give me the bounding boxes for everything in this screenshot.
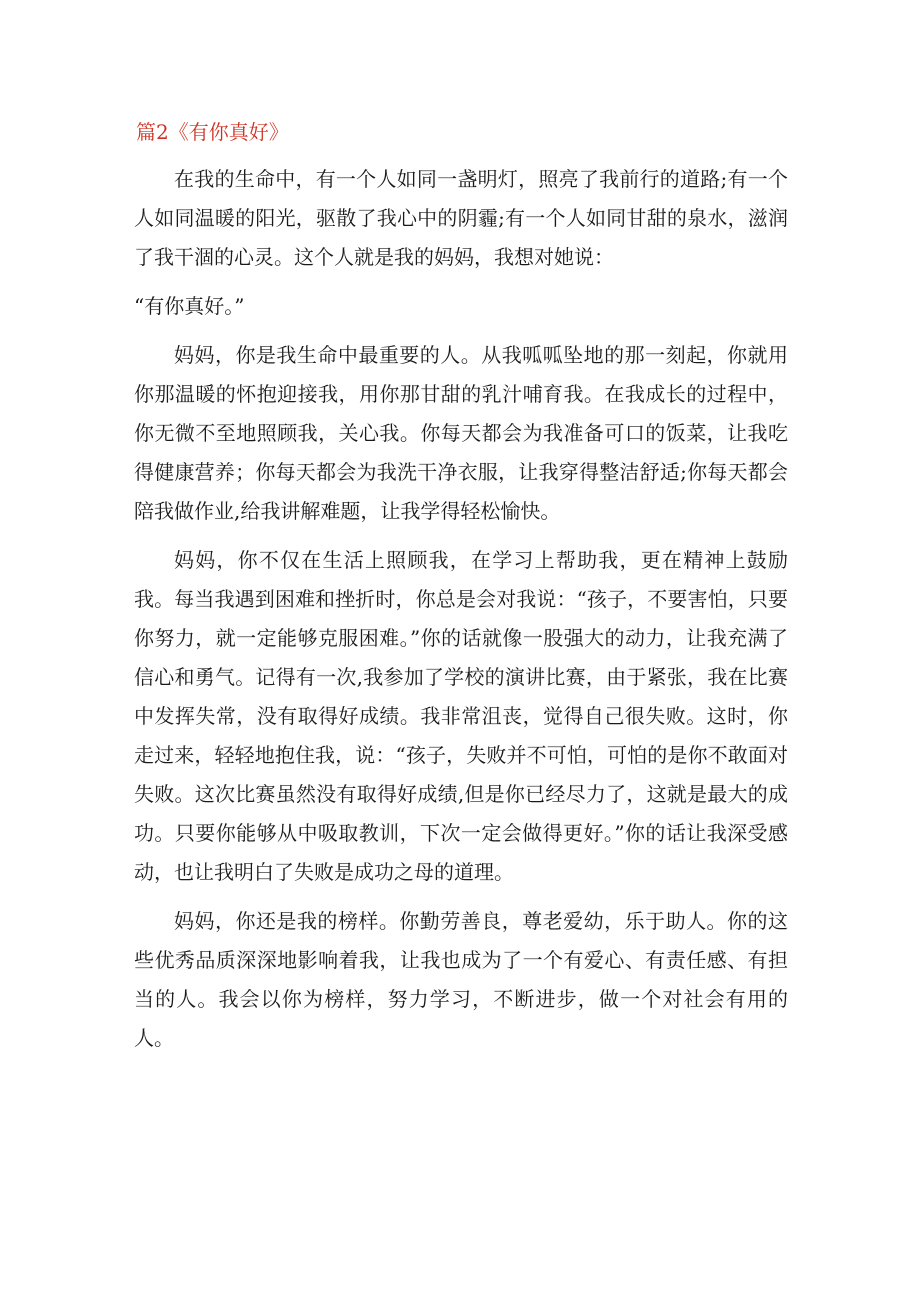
paragraph-encouragement: 妈妈，你不仅在生活上照顾我，在学习上帮助我，更在精神上鼓励我。每当我遇到困难和挫折时，你总是会对我说：“孩子，不要害怕，只要你努力，就一定能够克服困难。”你的话就像一股强大的动力，让我充满了信心和勇气。记得有一次,我参加了学校的演讲比赛，由于紧张，我在比赛中发挥失常，没有取得好成绩。我非常沮丧，觉得自己很失败。这时，你走过来，轻轻地抱住我，说：“孩子，失败并不可怕，可怕的是你不敢面对失败。这次比赛虽然没有取得好成绩,但是你已经尽力了，这就是最大的成功。只要你能够从中吸取教训，下次一定会做得更好。”你的话让我深受感动，也让我明白了失败是成功之母的道理。 — [134, 548, 788, 884]
document-title: 篇2《有你真好》 — [136, 120, 289, 144]
paragraph-care: 妈妈，你是我生命中最重要的人。从我呱呱坠地的那一刻起，你就用你那温暖的怀抱迎接我，用你那甘甜的乳汁哺育我。在我成长的过程中，你无微不至地照顾我，关心我。你每天都会为我准备可口的饭菜，让我吃得健康营养；你每天都会为我洗干净衣服，让我穿得整洁舒适;你每天都会陪我做作业,给我讲解难题，让我学得轻松愉快。 — [134, 343, 788, 523]
paragraph-intro: 在我的生命中，有一个人如同一盏明灯，照亮了我前行的道路;有一个人如同温暖的阳光，驱散了我心中的阴霾;有一个人如同甘甜的泉水，滋润了我干涸的心灵。这个人就是我的妈妈，我想对她说： — [134, 167, 788, 269]
paragraph-quote: “有你真好。” — [134, 294, 245, 318]
paragraph-role-model: 妈妈，你还是我的榜样。你勤劳善良，尊老爱幼，乐于助人。你的这些优秀品质深深地影响着我，让我也成为了一个有爱心、有责任感、有担当的人。我会以你为榜样，努力学习，不断进步，做一个对社会有用的人。 — [134, 909, 788, 1050]
document-body — [134, 160, 788, 1068]
